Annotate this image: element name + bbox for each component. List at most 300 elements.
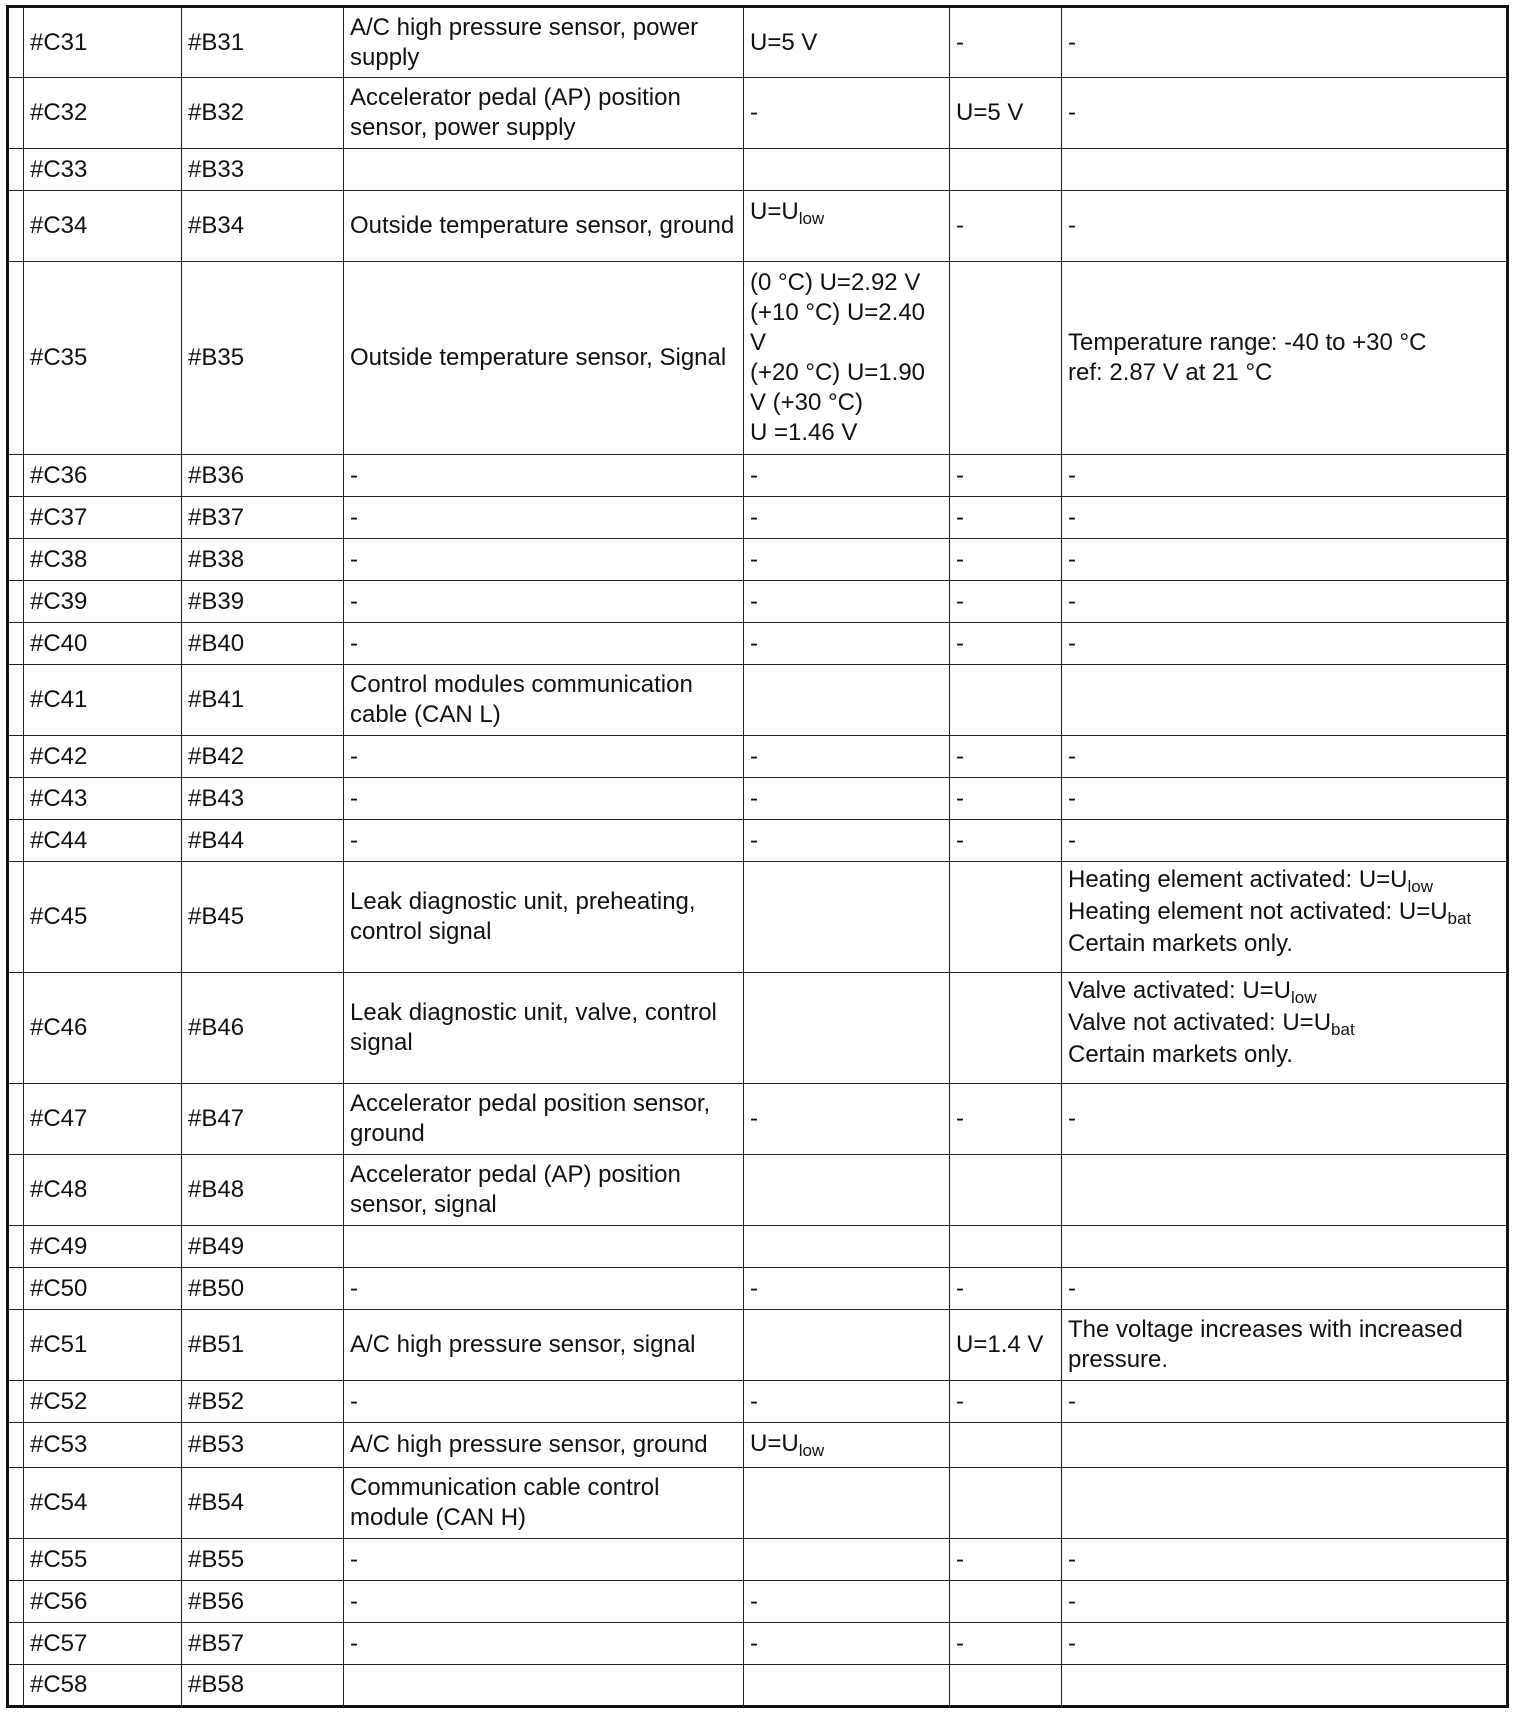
pin-description: A/C high pressure sensor, ground: [350, 1431, 708, 1458]
row-margin-cell: [8, 820, 24, 862]
value-alt-cell: [950, 778, 1062, 820]
row-margin-cell: [8, 736, 24, 778]
value-alt: -: [956, 1545, 964, 1573]
pin-id: #C37: [30, 503, 88, 531]
value-line: (+10 °C) U=2.40: [750, 299, 926, 326]
value-alt-cell: [950, 1468, 1062, 1539]
row-margin-cell: [8, 1423, 24, 1468]
value-line: V: [750, 329, 767, 356]
note-line: [1068, 1039, 1500, 1071]
pin-description: -: [350, 1587, 358, 1615]
pin-description: Accelerator pedal position sensor, ground: [350, 1090, 711, 1147]
value-alt-cell: [950, 455, 1062, 497]
pin-id-cell: [24, 78, 182, 149]
note-cell: [1062, 581, 1508, 623]
pin-description: -: [350, 742, 358, 770]
pin-alt-id: #B39: [188, 587, 245, 615]
table-row: [8, 191, 1508, 262]
pin-id-cell: [24, 665, 182, 736]
pin-alt-id-cell: [182, 1226, 344, 1268]
pin-id: #C53: [30, 1431, 88, 1458]
table-row: [8, 1084, 1508, 1155]
note-cell: [1062, 1310, 1508, 1381]
value-base: U=U: [750, 1430, 799, 1457]
pin-id: #C34: [30, 212, 88, 239]
note-cell: [1062, 1084, 1508, 1155]
value-cell: [744, 665, 950, 736]
description-cell: [344, 1310, 744, 1381]
pin-description: -: [350, 629, 358, 657]
table-row: [8, 665, 1508, 736]
value-cell: [744, 1468, 950, 1539]
value-cell: [744, 149, 950, 191]
row-margin-cell: [8, 78, 24, 149]
description-cell: [344, 191, 744, 262]
value-alt-cell: [950, 1623, 1062, 1665]
value-alt-cell: [950, 665, 1062, 736]
value-alt-cell: [950, 1155, 1062, 1226]
pin-id: #C48: [30, 1176, 88, 1203]
value-cell: [744, 820, 950, 862]
table-row: [8, 1268, 1508, 1310]
note-text: Heating element activated: U=U: [1068, 866, 1408, 893]
pin-alt-id-cell: [182, 1581, 344, 1623]
pin-id-cell: [24, 862, 182, 973]
value-alt-cell: [950, 149, 1062, 191]
row-margin-cell: [8, 1539, 24, 1581]
value-subscript: low: [798, 209, 825, 228]
row-margin-cell: [8, 149, 24, 191]
value-alt-cell: [950, 191, 1062, 262]
note-cell: [1062, 1226, 1508, 1268]
connector-pin-table-sheet: [6, 5, 1506, 1708]
pin-id-cell: [24, 1155, 182, 1226]
value-cell: [744, 1381, 950, 1423]
value-alt-cell: [950, 581, 1062, 623]
value-cell: [744, 581, 950, 623]
pin-alt-id: #B35: [188, 344, 245, 371]
pin-description: Accelerator pedal (AP) position sensor, signal: [350, 1161, 681, 1218]
value: -: [750, 503, 758, 531]
pin-alt-id: #B47: [188, 1105, 245, 1132]
table-row: [8, 149, 1508, 191]
pin-id: #C31: [30, 28, 88, 56]
note: -: [1068, 742, 1076, 770]
note-cell: [1062, 1539, 1508, 1581]
description-cell: [344, 1155, 744, 1226]
note-cell: [1062, 7, 1508, 78]
note-line: [1068, 864, 1500, 896]
description-cell: [344, 149, 744, 191]
pin-alt-id-cell: [182, 973, 344, 1084]
table-row: [8, 862, 1508, 973]
value-alt-cell: [950, 1268, 1062, 1310]
pin-alt-id: #B38: [188, 545, 245, 573]
pin-id: #C52: [30, 1387, 88, 1415]
pin-id: #C47: [30, 1105, 88, 1132]
note-cell: [1062, 539, 1508, 581]
pin-id-cell: [24, 1381, 182, 1423]
value: -: [750, 461, 758, 489]
value: -: [750, 1587, 758, 1615]
pin-id-cell: [24, 1468, 182, 1539]
pin-id: #C56: [30, 1587, 88, 1615]
value-alt: -: [956, 503, 964, 531]
pin-id-cell: [24, 1268, 182, 1310]
pin-alt-id-cell: [182, 665, 344, 736]
pin-id: #C45: [30, 903, 88, 930]
pin-alt-id-cell: [182, 262, 344, 455]
pin-description: -: [350, 1629, 358, 1657]
value: -: [750, 1274, 758, 1302]
value-alt-cell: [950, 7, 1062, 78]
pin-alt-id: #B34: [188, 212, 245, 239]
value-alt: -: [956, 545, 964, 573]
row-margin-cell: [8, 1310, 24, 1381]
value-alt: -: [956, 629, 964, 657]
description-cell: [344, 539, 744, 581]
value-cell: [744, 78, 950, 149]
note-subscript: low: [1407, 877, 1434, 896]
description-cell: [344, 455, 744, 497]
value-alt-cell: [950, 736, 1062, 778]
value-cell: [744, 1581, 950, 1623]
note-cell: [1062, 778, 1508, 820]
pin-alt-id: #B48: [188, 1176, 245, 1203]
description-cell: [344, 1084, 744, 1155]
pin-description: -: [350, 826, 358, 854]
table-row: [8, 581, 1508, 623]
table-row: [8, 455, 1508, 497]
note-cell: [1062, 149, 1508, 191]
value-cell: [744, 1623, 950, 1665]
value-alt: -: [956, 826, 964, 854]
table-row: [8, 973, 1508, 1084]
value-alt-cell: [950, 1310, 1062, 1381]
row-margin-cell: [8, 497, 24, 539]
value-alt-cell: [950, 539, 1062, 581]
note-cell: [1062, 1623, 1508, 1665]
value-cell: [744, 191, 950, 262]
description-cell: [344, 1381, 744, 1423]
pin-description: -: [350, 1545, 358, 1573]
pin-id-cell: [24, 1084, 182, 1155]
pin-alt-id-cell: [182, 581, 344, 623]
value: U=5 V: [750, 28, 818, 56]
row-margin-cell: [8, 1468, 24, 1539]
pin-alt-id: #B37: [188, 503, 245, 531]
row-margin-cell: [8, 623, 24, 665]
note: -: [1068, 503, 1076, 531]
note: -: [1068, 1587, 1076, 1615]
pin-alt-id: #B40: [188, 629, 245, 657]
pin-id-cell: [24, 191, 182, 262]
value-cell: [744, 1084, 950, 1155]
pin-id-cell: [24, 149, 182, 191]
pin-alt-id-cell: [182, 455, 344, 497]
note-line: [1068, 896, 1500, 928]
note-cell: [1062, 1381, 1508, 1423]
pin-alt-id: #B45: [188, 903, 245, 930]
value: -: [750, 545, 758, 573]
row-margin-cell: [8, 581, 24, 623]
note-text: Heating element not activated: U=U: [1068, 898, 1448, 925]
value-cell: [744, 778, 950, 820]
value-alt: -: [956, 784, 964, 812]
table-row: [8, 1423, 1508, 1468]
pin-alt-id-cell: [182, 1155, 344, 1226]
pin-alt-id-cell: [182, 1539, 344, 1581]
value-alt-cell: [950, 862, 1062, 973]
pin-alt-id-cell: [182, 1665, 344, 1707]
pin-id: #C42: [30, 742, 88, 770]
table-row: [8, 778, 1508, 820]
note-cell: [1062, 1268, 1508, 1310]
pin-id: #C55: [30, 1545, 88, 1573]
pin-description: A/C high pressure sensor, power supply: [350, 13, 699, 71]
value-alt: -: [956, 1629, 964, 1657]
note: -: [1068, 212, 1076, 239]
pin-alt-id: #B46: [188, 1014, 245, 1041]
pin-id-cell: [24, 7, 182, 78]
pin-description: Outside temperature sensor, Signal: [350, 344, 727, 371]
pin-id: #C51: [30, 1331, 88, 1358]
note-cell: [1062, 497, 1508, 539]
value: -: [750, 784, 758, 812]
value-alt: -: [956, 1105, 964, 1132]
value-cell: [744, 1226, 950, 1268]
pin-id: #C39: [30, 587, 88, 615]
description-cell: [344, 1268, 744, 1310]
pin-alt-id: #B43: [188, 784, 245, 812]
note: -: [1068, 28, 1076, 56]
note: -: [1068, 784, 1076, 812]
note-cell: [1062, 1665, 1508, 1707]
pin-alt-id-cell: [182, 1468, 344, 1539]
value-alt-cell: [950, 262, 1062, 455]
note-line: [1068, 1007, 1500, 1039]
table-row: [8, 262, 1508, 455]
pin-alt-id: #B52: [188, 1387, 245, 1415]
row-margin-cell: [8, 1623, 24, 1665]
description-cell: [344, 1539, 744, 1581]
pin-description: -: [350, 545, 358, 573]
table-row: [8, 7, 1508, 78]
note-cell: [1062, 455, 1508, 497]
note-line: Temperature range: -40 to +30 °C: [1068, 329, 1427, 356]
value-alt-cell: [950, 78, 1062, 149]
value-alt-cell: [950, 497, 1062, 539]
value-alt: -: [956, 742, 964, 770]
value-line: V (+30 °C): [750, 389, 863, 416]
note-cell: [1062, 1468, 1508, 1539]
description-cell: [344, 820, 744, 862]
description-cell: [344, 1468, 744, 1539]
note: The voltage increases with increased pressure.: [1068, 1316, 1463, 1373]
note-line: [1068, 975, 1500, 1007]
value-alt-cell: [950, 1539, 1062, 1581]
note: -: [1068, 99, 1076, 126]
description-cell: [344, 1665, 744, 1707]
value-alt: -: [956, 1387, 964, 1415]
value-line: (+20 °C) U=1.90: [750, 359, 926, 386]
pin-id: #C58: [30, 1671, 88, 1698]
row-margin-cell: [8, 1226, 24, 1268]
pin-alt-id-cell: [182, 623, 344, 665]
value-cell: [744, 736, 950, 778]
note-cell: [1062, 262, 1508, 455]
note: -: [1068, 545, 1076, 573]
value-line: (0 °C) U=2.92 V: [750, 269, 921, 296]
table-row: [8, 736, 1508, 778]
value-base: U=U: [750, 198, 799, 225]
pin-description: -: [350, 587, 358, 615]
note-text: Certain markets only.: [1068, 930, 1293, 957]
value-subscript: low: [798, 1441, 825, 1460]
value: -: [750, 629, 758, 657]
value: -: [750, 1105, 758, 1132]
note-subscript: bat: [1447, 909, 1472, 928]
pin-id: #C32: [30, 99, 88, 126]
pin-alt-id-cell: [182, 497, 344, 539]
description-cell: [344, 778, 744, 820]
pin-id: #C46: [30, 1014, 88, 1041]
pin-id: #C44: [30, 826, 88, 854]
description-cell: [344, 973, 744, 1084]
note-text: Valve not activated: U=U: [1068, 1009, 1332, 1036]
note: -: [1068, 826, 1076, 854]
pin-description: Leak diagnostic unit, preheating, control signal: [350, 888, 696, 945]
pin-id: #C36: [30, 461, 88, 489]
pin-id-cell: [24, 1665, 182, 1707]
note-text: Valve activated: U=U: [1068, 977, 1291, 1004]
value-cell: [744, 497, 950, 539]
row-margin-cell: [8, 539, 24, 581]
description-cell: [344, 1581, 744, 1623]
description-cell: [344, 1226, 744, 1268]
value-cell: [744, 539, 950, 581]
value-alt-cell: [950, 973, 1062, 1084]
row-margin-cell: [8, 7, 24, 78]
pin-alt-id: #B41: [188, 686, 245, 713]
table-row: [8, 1581, 1508, 1623]
note-cell: [1062, 736, 1508, 778]
value-cell: [744, 7, 950, 78]
value-alt-cell: [950, 1665, 1062, 1707]
note-cell: [1062, 191, 1508, 262]
note: -: [1068, 1105, 1076, 1132]
pin-alt-id-cell: [182, 862, 344, 973]
pin-alt-id: #B55: [188, 1545, 245, 1573]
row-margin-cell: [8, 1665, 24, 1707]
pin-alt-id: #B51: [188, 1331, 245, 1358]
table-row: [8, 1226, 1508, 1268]
pin-id: #C57: [30, 1629, 88, 1657]
pin-description: -: [350, 784, 358, 812]
note: -: [1068, 461, 1076, 489]
pin-alt-id-cell: [182, 778, 344, 820]
pin-id-cell: [24, 1310, 182, 1381]
description-cell: [344, 736, 744, 778]
pin-id-cell: [24, 262, 182, 455]
value-cell: [744, 1310, 950, 1381]
pin-alt-id-cell: [182, 820, 344, 862]
value-alt-cell: [950, 1581, 1062, 1623]
table-row: [8, 78, 1508, 149]
note: -: [1068, 1387, 1076, 1415]
value-cell: [744, 973, 950, 1084]
value-with-subscript: [750, 1430, 825, 1460]
table-row: [8, 1623, 1508, 1665]
value-alt-cell: [950, 820, 1062, 862]
note: -: [1068, 1274, 1076, 1302]
pin-alt-id: #B53: [188, 1431, 245, 1458]
pin-id: #C33: [30, 155, 88, 183]
note-cell: [1062, 623, 1508, 665]
pin-alt-id: #B57: [188, 1629, 245, 1657]
pin-alt-id: #B56: [188, 1587, 245, 1615]
note-cell: [1062, 1155, 1508, 1226]
note: -: [1068, 587, 1076, 615]
note-cell: [1062, 820, 1508, 862]
value-alt: U=5 V: [956, 99, 1024, 126]
value-with-subscript: [750, 198, 825, 228]
value-cell: [744, 1155, 950, 1226]
description-cell: [344, 78, 744, 149]
pin-description: Accelerator pedal (AP) position sensor, power supply: [350, 84, 681, 141]
value: -: [750, 1387, 758, 1415]
pin-alt-id-cell: [182, 1084, 344, 1155]
value-alt: U=1.4 V: [956, 1331, 1044, 1358]
description-cell: [344, 262, 744, 455]
value: -: [750, 826, 758, 854]
value-cell: [744, 862, 950, 973]
table-row: [8, 820, 1508, 862]
pin-id-cell: [24, 623, 182, 665]
value-cell: [744, 1268, 950, 1310]
row-margin-cell: [8, 862, 24, 973]
description-cell: [344, 581, 744, 623]
value-alt: -: [956, 1274, 964, 1302]
value-alt: -: [956, 461, 964, 489]
pin-alt-id-cell: [182, 1310, 344, 1381]
note: -: [1068, 629, 1076, 657]
note-line: [1068, 928, 1500, 960]
pin-id: #C41: [30, 686, 88, 713]
pin-alt-id: #B58: [188, 1671, 245, 1698]
pin-description: Leak diagnostic unit, valve, control signal: [350, 999, 717, 1056]
pin-id-cell: [24, 497, 182, 539]
pin-id: #C38: [30, 545, 88, 573]
pin-id-cell: [24, 455, 182, 497]
table-row: [8, 1310, 1508, 1381]
pin-description: -: [350, 1274, 358, 1302]
note-subscript: bat: [1331, 1020, 1355, 1039]
table-row: [8, 1539, 1508, 1581]
value-alt-cell: [950, 1381, 1062, 1423]
note-cell: [1062, 1423, 1508, 1468]
pin-id-cell: [24, 539, 182, 581]
description-cell: [344, 497, 744, 539]
pin-id-cell: [24, 1226, 182, 1268]
pin-description: Control modules communication cable (CAN L): [350, 671, 693, 728]
value: -: [750, 742, 758, 770]
row-margin-cell: [8, 1084, 24, 1155]
pin-id: #C35: [30, 344, 88, 371]
note-cell: [1062, 862, 1508, 973]
description-cell: [344, 1623, 744, 1665]
value-alt: -: [956, 28, 964, 56]
